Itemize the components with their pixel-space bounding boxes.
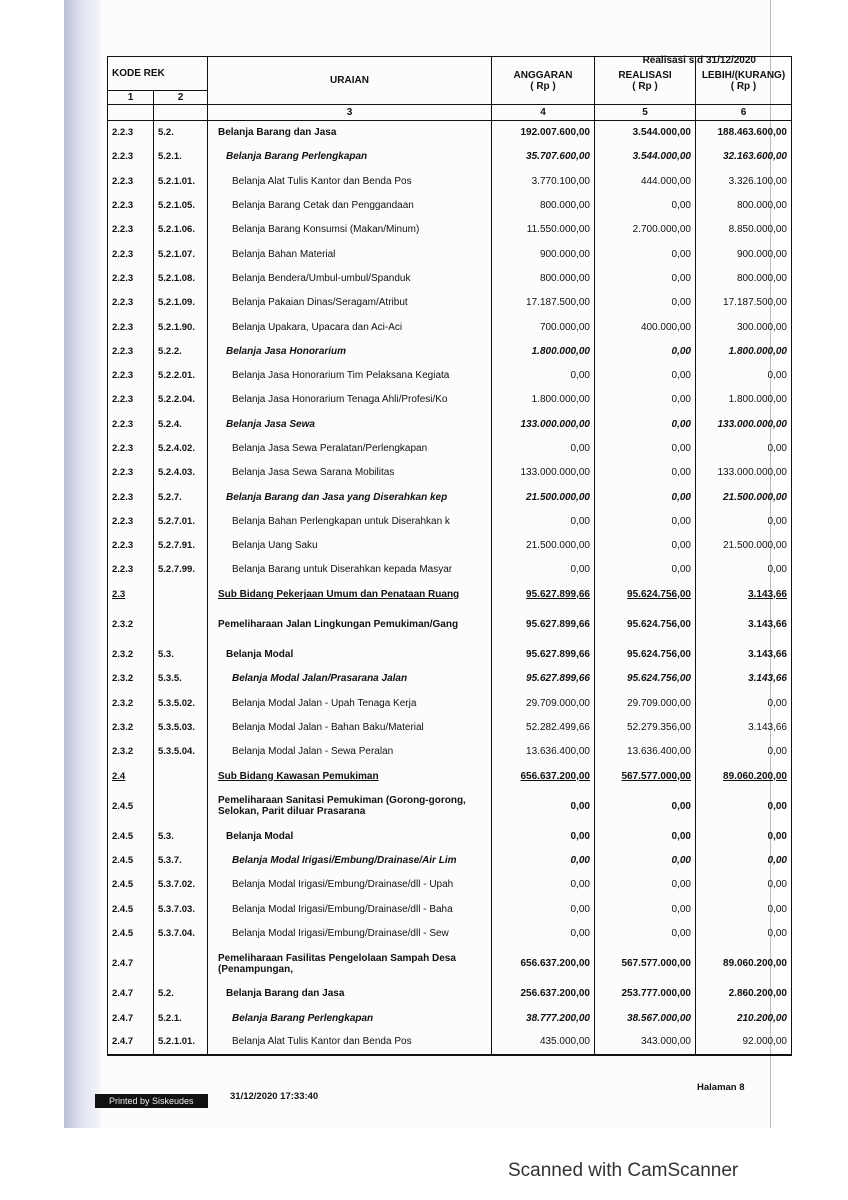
kode-rek-2: 5.2.1.90. <box>154 315 208 339</box>
anggaran-cell: 13.636.400,00 <box>492 740 595 764</box>
uraian-cell: Belanja Jasa Sewa Sarana Mobilitas <box>208 461 492 485</box>
kode-rek-1: 2.2.3 <box>108 412 154 436</box>
uraian-cell: Belanja Jasa Sewa <box>208 412 492 436</box>
uraian-cell: Belanja Jasa Honorarium <box>208 339 492 363</box>
uraian-cell: Belanja Modal <box>208 824 492 848</box>
realisasi-cell: 567.577.000,00 <box>595 764 696 788</box>
kode-rek-2: 5.3.5.03. <box>154 715 208 739</box>
realisasi-cell: 13.636.400,00 <box>595 740 696 764</box>
lebih-kurang-cell: 21.500.000,00 <box>696 485 792 509</box>
lebih-kurang-unit: ( Rp ) <box>730 80 757 92</box>
table-row <box>108 946 792 982</box>
kode-rek-2: 5.2.1.08. <box>154 266 208 290</box>
realisasi-cell: 0,00 <box>595 412 696 436</box>
kode-rek-1: 2.3.2 <box>108 740 154 764</box>
table-row <box>108 534 792 558</box>
table-row <box>108 339 792 363</box>
kode-rek-2: 5.3. <box>154 642 208 666</box>
realisasi-cell: 29.709.000,00 <box>595 691 696 715</box>
table-row <box>108 824 792 848</box>
kode-rek-1: 2.4.5 <box>108 824 154 848</box>
lebih-kurang-cell: 8.850.000,00 <box>696 218 792 242</box>
lebih-kurang-cell: 900.000,00 <box>696 242 792 266</box>
uraian-cell: Belanja Barang untuk Diserahkan kepada Masyar <box>208 558 492 582</box>
lebih-kurang-cell: 0,00 <box>696 509 792 533</box>
lebih-kurang-cell: 0,00 <box>696 897 792 921</box>
anggaran-cell: 1.800.000,00 <box>492 339 595 363</box>
uraian-cell: Belanja Alat Tulis Kantor dan Benda Pos <box>208 1030 492 1054</box>
table-row <box>108 461 792 485</box>
col-number-4: 4 <box>492 105 595 121</box>
kode-rek-2: 5.2.4.02. <box>154 436 208 460</box>
kode-rek-2: 5.2.1.01. <box>154 1030 208 1054</box>
kode-rek-2: 5.3.5.02. <box>154 691 208 715</box>
kode-rek-1: 2.2.3 <box>108 242 154 266</box>
lebih-kurang-cell: 133.000.000,00 <box>696 412 792 436</box>
lebih-kurang-cell: 3.326.100,00 <box>696 169 792 193</box>
table-row <box>108 849 792 873</box>
realisasi-cell: 0,00 <box>595 897 696 921</box>
table-row <box>108 485 792 509</box>
lebih-kurang-cell: 3.143,66 <box>696 606 792 642</box>
kode-rek-2: 5.2.2.04. <box>154 388 208 412</box>
col-number-1: 1 <box>108 91 154 105</box>
kode-rek-1: 2.2.3 <box>108 534 154 558</box>
kode-rek-1: 2.2.3 <box>108 145 154 169</box>
kode-rek-1: 2.2.3 <box>108 558 154 582</box>
kode-rek-2: 5.2.4.03. <box>154 461 208 485</box>
table-row <box>108 788 792 824</box>
kode-rek-1: 2.2.3 <box>108 315 154 339</box>
realisasi-cell: 95.624.756,00 <box>595 582 696 606</box>
kode-rek-1: 2.3.2 <box>108 667 154 691</box>
anggaran-cell: 133.000.000,00 <box>492 412 595 436</box>
kode-rek-1: 2.4.7 <box>108 982 154 1006</box>
uraian-cell: Belanja Alat Tulis Kantor dan Benda Pos <box>208 169 492 193</box>
realisasi-cell: 0,00 <box>595 193 696 217</box>
anggaran-cell: 11.550.000,00 <box>492 218 595 242</box>
kode-rek-2: 5.2.1. <box>154 1006 208 1030</box>
kode-rek-1: 2.2.3 <box>108 291 154 315</box>
realisasi-cell: 0,00 <box>595 291 696 315</box>
uraian-cell: Belanja Barang Perlengkapan <box>208 145 492 169</box>
kode-rek-2: 5.3.7.02. <box>154 873 208 897</box>
anggaran-cell: 95.627.899,66 <box>492 642 595 666</box>
lebih-kurang-cell: 1.800.000,00 <box>696 339 792 363</box>
uraian-cell: Pemeliharaan Fasilitas Pengelolaan Sampah Desa (Penampungan, <box>208 946 492 982</box>
lebih-kurang-cell: 3.143,66 <box>696 667 792 691</box>
realisasi-cell: 253.777.000,00 <box>595 982 696 1006</box>
uraian-cell: Belanja Bendera/Umbul-umbul/Spanduk <box>208 266 492 290</box>
uraian-cell: Belanja Barang Konsumsi (Makan/Minum) <box>208 218 492 242</box>
col-header-kode-rek: KODE REK <box>108 57 208 91</box>
kode-rek-1: 2.2.3 <box>108 436 154 460</box>
table-row <box>108 691 792 715</box>
lebih-kurang-cell: 2.860.200,00 <box>696 982 792 1006</box>
lebih-kurang-cell: 21.500.000,00 <box>696 534 792 558</box>
uraian-cell: Belanja Pakaian Dinas/Seragam/Atribut <box>208 291 492 315</box>
kode-rek-1: 2.2.3 <box>108 193 154 217</box>
uraian-cell: Belanja Modal <box>208 642 492 666</box>
table-row <box>108 897 792 921</box>
kode-rek-1: 2.4.5 <box>108 788 154 824</box>
table-row <box>108 436 792 460</box>
uraian-cell: Belanja Bahan Material <box>208 242 492 266</box>
uraian-cell: Belanja Modal Irigasi/Embung/Drainase/dll - Sew <box>208 921 492 945</box>
budget-realization-table <box>107 56 792 1056</box>
kode-rek-2: 5.3.5. <box>154 667 208 691</box>
anggaran-cell: 192.007.600,00 <box>492 121 595 145</box>
kode-rek-1: 2.3.2 <box>108 691 154 715</box>
uraian-cell: Belanja Barang dan Jasa yang Diserahkan kep <box>208 485 492 509</box>
lebih-kurang-cell: 800.000,00 <box>696 193 792 217</box>
realisasi-cell: 0,00 <box>595 461 696 485</box>
anggaran-cell: 800.000,00 <box>492 193 595 217</box>
anggaran-cell: 435.000,00 <box>492 1030 595 1054</box>
scan-edge <box>64 0 100 1128</box>
kode-rek-2: 5.2.1. <box>154 145 208 169</box>
realisasi-cell: 0,00 <box>595 485 696 509</box>
anggaran-cell: 0,00 <box>492 921 595 945</box>
realisasi-cell: 0,00 <box>595 436 696 460</box>
realisasi-cell: 95.624.756,00 <box>595 667 696 691</box>
table-row <box>108 873 792 897</box>
uraian-cell: Belanja Modal Irigasi/Embung/Drainase/dll - Upah <box>208 873 492 897</box>
kode-rek-2: 5.2.2. <box>154 339 208 363</box>
kode-rek-1: 2.4.7 <box>108 946 154 982</box>
col-number-blank-1 <box>108 105 154 121</box>
uraian-cell: Belanja Upakara, Upacara dan Aci-Aci <box>208 315 492 339</box>
col-number-2: 2 <box>154 91 208 105</box>
uraian-cell: Belanja Jasa Honorarium Tenaga Ahli/Profesi/Ko <box>208 388 492 412</box>
anggaran-cell: 35.707.600,00 <box>492 145 595 169</box>
table-row <box>108 509 792 533</box>
kode-rek-1: 2.4.5 <box>108 897 154 921</box>
realisasi-cell: 0,00 <box>595 558 696 582</box>
table-row <box>108 582 792 606</box>
kode-rek-2 <box>154 788 208 824</box>
anggaran-cell: 21.500.000,00 <box>492 485 595 509</box>
realisasi-cell: 444.000,00 <box>595 169 696 193</box>
kode-rek-2: 5.2.7.91. <box>154 534 208 558</box>
lebih-kurang-cell: 0,00 <box>696 824 792 848</box>
lebih-kurang-cell: 800.000,00 <box>696 266 792 290</box>
kode-rek-1: 2.2.3 <box>108 339 154 363</box>
camscanner-watermark: Scanned with CamScanner <box>508 1160 739 1181</box>
table-row <box>108 412 792 436</box>
kode-rek-2 <box>154 764 208 788</box>
kode-rek-1: 2.4.5 <box>108 873 154 897</box>
anggaran-cell: 95.627.899,66 <box>492 667 595 691</box>
anggaran-cell: 656.637.200,00 <box>492 764 595 788</box>
col-number-5: 5 <box>595 105 696 121</box>
table-row <box>108 315 792 339</box>
table-row <box>108 266 792 290</box>
realisasi-cell: 0,00 <box>595 824 696 848</box>
anggaran-cell: 256.637.200,00 <box>492 982 595 1006</box>
anggaran-cell: 0,00 <box>492 873 595 897</box>
col-header-uraian: URAIAN <box>208 57 492 105</box>
anggaran-cell: 3.770.100,00 <box>492 169 595 193</box>
table-row <box>108 169 792 193</box>
anggaran-cell: 0,00 <box>492 849 595 873</box>
anggaran-cell: 0,00 <box>492 897 595 921</box>
kode-rek-2: 5.2.4. <box>154 412 208 436</box>
col-number-blank-2 <box>154 105 208 121</box>
realisasi-cell: 567.577.000,00 <box>595 946 696 982</box>
table-row <box>108 642 792 666</box>
anggaran-cell: 17.187.500,00 <box>492 291 595 315</box>
lebih-kurang-cell: 89.060.200,00 <box>696 946 792 982</box>
table-row <box>108 291 792 315</box>
realisasi-cell: 38.567.000,00 <box>595 1006 696 1030</box>
kode-rek-1: 2.4 <box>108 764 154 788</box>
realisasi-cell: 0,00 <box>595 363 696 387</box>
table-row <box>108 193 792 217</box>
realisasi-cell: 3.544.000,00 <box>595 145 696 169</box>
realisasi-cell: 343.000,00 <box>595 1030 696 1054</box>
printed-by-badge: Printed by Siskeudes <box>95 1094 208 1108</box>
table-row <box>108 982 792 1006</box>
kode-rek-2: 5.2. <box>154 121 208 145</box>
kode-rek-1: 2.2.3 <box>108 485 154 509</box>
realisasi-unit: ( Rp ) <box>632 80 658 92</box>
realisasi-cell: 95.624.756,00 <box>595 606 696 642</box>
uraian-cell: Belanja Modal Jalan/Prasarana Jalan <box>208 667 492 691</box>
uraian-cell: Pemeliharaan Sanitasi Pemukiman (Gorong-gorong, Selokan, Parit diluar Prasarana <box>208 788 492 824</box>
lebih-kurang-cell: 133.000.000,00 <box>696 461 792 485</box>
lebih-kurang-label: LEBIH/(KURANG) <box>701 69 786 81</box>
realisasi-cell: 0,00 <box>595 242 696 266</box>
kode-rek-2 <box>154 582 208 606</box>
kode-rek-1: 2.2.3 <box>108 461 154 485</box>
anggaran-cell: 656.637.200,00 <box>492 946 595 982</box>
kode-rek-1: 2.3.2 <box>108 715 154 739</box>
kode-rek-2: 5.2.1.07. <box>154 242 208 266</box>
kode-rek-1: 2.2.3 <box>108 388 154 412</box>
uraian-cell: Belanja Jasa Honorarium Tim Pelaksana Kegiata <box>208 363 492 387</box>
anggaran-cell: 900.000,00 <box>492 242 595 266</box>
lebih-kurang-cell: 0,00 <box>696 921 792 945</box>
kode-rek-2: 5.2.1.09. <box>154 291 208 315</box>
table-row <box>108 363 792 387</box>
table-row <box>108 921 792 945</box>
lebih-kurang-cell: 210.200,00 <box>696 1006 792 1030</box>
col-header-anggaran <box>492 57 595 105</box>
realisasi-cell: 0,00 <box>595 921 696 945</box>
kode-rek-2: 5.3.7.04. <box>154 921 208 945</box>
lebih-kurang-cell: 89.060.200,00 <box>696 764 792 788</box>
realisasi-cell: 52.279.356,00 <box>595 715 696 739</box>
kode-rek-1: 2.4.5 <box>108 921 154 945</box>
kode-rek-2: 5.3.7. <box>154 849 208 873</box>
kode-rek-1: 2.3.2 <box>108 606 154 642</box>
table-row <box>108 1006 792 1030</box>
kode-rek-1: 2.2.3 <box>108 218 154 242</box>
lebih-kurang-cell: 0,00 <box>696 436 792 460</box>
col-number-6: 6 <box>696 105 792 121</box>
uraian-cell: Belanja Modal Jalan - Bahan Baku/Material <box>208 715 492 739</box>
lebih-kurang-cell: 0,00 <box>696 873 792 897</box>
uraian-cell: Belanja Barang dan Jasa <box>208 982 492 1006</box>
uraian-cell: Pemeliharaan Jalan Lingkungan Pemukiman/Gang <box>208 606 492 642</box>
lebih-kurang-cell: 32.163.600,00 <box>696 145 792 169</box>
kode-rek-2: 5.2.1.06. <box>154 218 208 242</box>
table-body <box>108 121 792 1055</box>
kode-rek-1: 2.4.7 <box>108 1006 154 1030</box>
anggaran-cell: 800.000,00 <box>492 266 595 290</box>
kode-rek-1: 2.3 <box>108 582 154 606</box>
lebih-kurang-cell: 0,00 <box>696 788 792 824</box>
lebih-kurang-cell: 0,00 <box>696 558 792 582</box>
kode-rek-2: 5.2.7.01. <box>154 509 208 533</box>
col-header-realisasi <box>595 57 696 105</box>
lebih-kurang-cell: 3.143,66 <box>696 715 792 739</box>
uraian-cell: Belanja Modal Jalan - Sewa Peralan <box>208 740 492 764</box>
lebih-kurang-cell: 3.143,66 <box>696 642 792 666</box>
uraian-cell: Belanja Barang Cetak dan Penggandaan <box>208 193 492 217</box>
uraian-cell: Sub Bidang Pekerjaan Umum dan Penataan Ruang <box>208 582 492 606</box>
realisasi-cell: 95.624.756,00 <box>595 642 696 666</box>
printed-timestamp: 31/12/2020 17:33:40 <box>230 1091 319 1102</box>
lebih-kurang-cell: 0,00 <box>696 740 792 764</box>
kode-rek-2: 5.2. <box>154 982 208 1006</box>
table-row <box>108 558 792 582</box>
kode-rek-1: 2.2.3 <box>108 169 154 193</box>
lebih-kurang-cell: 3.143,66 <box>696 582 792 606</box>
anggaran-cell: 95.627.899,66 <box>492 582 595 606</box>
anggaran-cell: 0,00 <box>492 788 595 824</box>
kode-rek-2: 5.3.7.03. <box>154 897 208 921</box>
kode-rek-2: 5.3. <box>154 824 208 848</box>
lebih-kurang-cell: 188.463.600,00 <box>696 121 792 145</box>
kode-rek-2: 5.2.1.01. <box>154 169 208 193</box>
kode-rek-2: 5.2.7. <box>154 485 208 509</box>
realisasi-cell: 3.544.000,00 <box>595 121 696 145</box>
uraian-cell: Belanja Modal Irigasi/Embung/Drainase/dll - Baha <box>208 897 492 921</box>
kode-rek-1: 2.2.3 <box>108 121 154 145</box>
lebih-kurang-cell: 300.000,00 <box>696 315 792 339</box>
report-period: Realisasi s.d 31/12/2020 <box>642 55 756 66</box>
table-row <box>108 242 792 266</box>
table-row <box>108 606 792 642</box>
anggaran-cell: 0,00 <box>492 824 595 848</box>
table-row <box>108 388 792 412</box>
kode-rek-1: 2.2.3 <box>108 266 154 290</box>
uraian-cell: Belanja Modal Irigasi/Embung/Drainase/Air Lim <box>208 849 492 873</box>
lebih-kurang-cell: 92.000,00 <box>696 1030 792 1054</box>
realisasi-cell: 0,00 <box>595 788 696 824</box>
kode-rek-1: 2.3.2 <box>108 642 154 666</box>
anggaran-cell: 29.709.000,00 <box>492 691 595 715</box>
lebih-kurang-cell: 0,00 <box>696 691 792 715</box>
anggaran-cell: 0,00 <box>492 363 595 387</box>
uraian-cell: Belanja Bahan Perlengkapan untuk Diserahkan k <box>208 509 492 533</box>
uraian-cell: Sub Bidang Kawasan Pemukiman <box>208 764 492 788</box>
col-number-3: 3 <box>208 105 492 121</box>
anggaran-cell: 133.000.000,00 <box>492 461 595 485</box>
anggaran-cell: 0,00 <box>492 436 595 460</box>
kode-rek-2 <box>154 946 208 982</box>
anggaran-cell: 0,00 <box>492 558 595 582</box>
table-row <box>108 218 792 242</box>
realisasi-label: REALISASI <box>618 69 672 81</box>
kode-rek-2 <box>154 606 208 642</box>
table-row <box>108 740 792 764</box>
table-row <box>108 715 792 739</box>
anggaran-label: ANGGARAN <box>513 69 573 81</box>
kode-rek-2: 5.2.1.05. <box>154 193 208 217</box>
uraian-cell: Belanja Modal Jalan - Upah Tenaga Kerja <box>208 691 492 715</box>
lebih-kurang-cell: 0,00 <box>696 849 792 873</box>
realisasi-cell: 0,00 <box>595 266 696 290</box>
page-number: Halaman 8 <box>697 1082 745 1093</box>
uraian-cell: Belanja Barang Perlengkapan <box>208 1006 492 1030</box>
anggaran-cell: 700.000,00 <box>492 315 595 339</box>
uraian-cell: Belanja Barang dan Jasa <box>208 121 492 145</box>
lebih-kurang-cell: 17.187.500,00 <box>696 291 792 315</box>
kode-rek-2: 5.2.2.01. <box>154 363 208 387</box>
table-row <box>108 667 792 691</box>
anggaran-unit: ( Rp ) <box>530 80 556 92</box>
kode-rek-2: 5.2.7.99. <box>154 558 208 582</box>
realisasi-cell: 0,00 <box>595 873 696 897</box>
anggaran-cell: 0,00 <box>492 509 595 533</box>
anggaran-cell: 1.800.000,00 <box>492 388 595 412</box>
kode-rek-1: 2.2.3 <box>108 363 154 387</box>
kode-rek-1: 2.4.7 <box>108 1030 154 1054</box>
kode-rek-1: 2.4.5 <box>108 849 154 873</box>
kode-rek-1: 2.2.3 <box>108 509 154 533</box>
realisasi-cell: 0,00 <box>595 339 696 363</box>
kode-rek-2: 5.3.5.04. <box>154 740 208 764</box>
uraian-cell: Belanja Uang Saku <box>208 534 492 558</box>
realisasi-cell: 2.700.000,00 <box>595 218 696 242</box>
realisasi-cell: 0,00 <box>595 849 696 873</box>
anggaran-cell: 52.282.499,66 <box>492 715 595 739</box>
table-row <box>108 121 792 145</box>
realisasi-cell: 0,00 <box>595 534 696 558</box>
table-row <box>108 764 792 788</box>
realisasi-cell: 0,00 <box>595 509 696 533</box>
lebih-kurang-cell: 1.800.000,00 <box>696 388 792 412</box>
realisasi-cell: 0,00 <box>595 388 696 412</box>
uraian-cell: Belanja Jasa Sewa Peralatan/Perlengkapan <box>208 436 492 460</box>
anggaran-cell: 95.627.899,66 <box>492 606 595 642</box>
lebih-kurang-cell: 0,00 <box>696 363 792 387</box>
table-row <box>108 1030 792 1054</box>
anggaran-cell: 21.500.000,00 <box>492 534 595 558</box>
anggaran-cell: 38.777.200,00 <box>492 1006 595 1030</box>
realisasi-cell: 400.000,00 <box>595 315 696 339</box>
table-row <box>108 145 792 169</box>
col-header-lebih-kurang <box>696 57 792 105</box>
